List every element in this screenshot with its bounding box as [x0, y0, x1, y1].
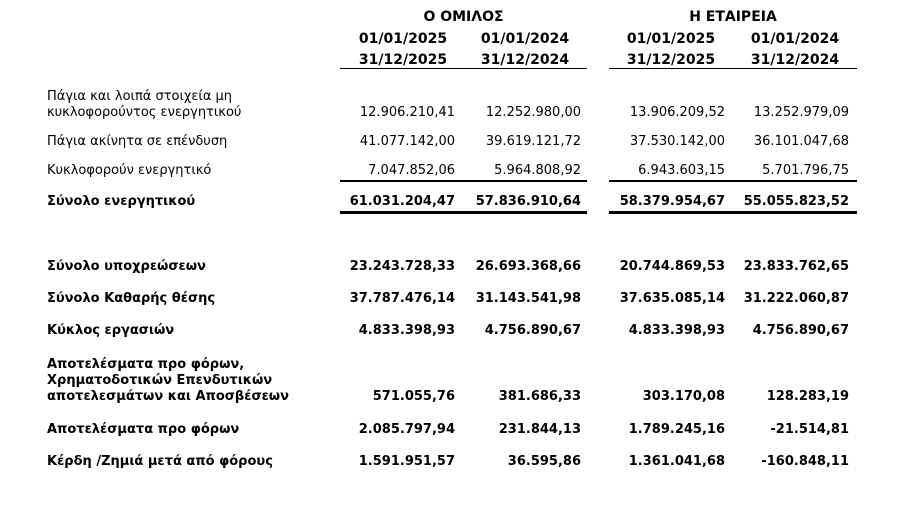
row-label: Σύνολο υποχρεώσεων [47, 259, 206, 274]
row-label-line: κυκλοφορούντος ενεργητικού [47, 105, 242, 120]
table-cell: 39.619.121,72 [485, 134, 581, 149]
row-label [47, 357, 289, 405]
table-cell: 1.789.245,16 [628, 422, 725, 437]
row-label: Κυκλοφορούν ενεργητικό [47, 163, 212, 178]
table-cell: 1.361.041,68 [628, 454, 725, 469]
row-label: Σύνολο Καθαρής θέσης [47, 291, 216, 306]
table-cell: 571.055,76 [372, 389, 455, 404]
table-cell: 1.591.951,57 [358, 454, 455, 469]
table-cell: 381.686,33 [498, 389, 581, 404]
period-start: 01/01/2024 [480, 31, 570, 47]
row-label: Κύκλος εργασιών [47, 323, 175, 338]
table-cell: -21.514,81 [770, 422, 849, 437]
subtotal-line [609, 180, 857, 182]
period-end: 31/12/2024 [750, 52, 840, 68]
table-cell: 37.787.476,14 [349, 291, 455, 306]
table-cell: 4.833.398,93 [358, 323, 455, 338]
table-cell: 58.379.954,67 [619, 194, 725, 209]
table-cell: 6.943.603,15 [638, 163, 725, 178]
table-cell: 4.756.890,67 [752, 323, 849, 338]
table-cell: 2.085.797,94 [358, 422, 455, 437]
table-cell: 41.077.142,00 [359, 134, 455, 149]
table-cell: 303.170,08 [642, 389, 725, 404]
table-cell: 128.283,19 [766, 389, 849, 404]
table-cell: 20.744.869,53 [619, 259, 725, 274]
table-cell: 23.833.762,65 [743, 259, 849, 274]
row-label: Πάγια ακίνητα σε επένδυση [47, 134, 228, 149]
table-cell: 61.031.204,47 [349, 194, 455, 209]
row-label-line: Χρηματοδοτικών Επενδυτικών [47, 373, 273, 388]
table-cell: 37.530.142,00 [629, 134, 725, 149]
total-line [609, 211, 857, 214]
row-label-line: Πάγια και λοιπά στοιχεία μη [47, 89, 233, 104]
table-cell: 26.693.368,66 [475, 259, 581, 274]
row-label-line: Αποτελέσματα προ φόρων, [47, 357, 245, 372]
table-cell: 57.836.910,64 [475, 194, 581, 209]
total-line [340, 211, 587, 214]
table-cell: 5.701.796,75 [762, 163, 849, 178]
period-start: 01/01/2025 [358, 31, 448, 47]
row-label: Αποτελέσματα προ φόρων [47, 422, 240, 437]
subtotal-line [340, 180, 587, 182]
table-cell: 231.844,13 [498, 422, 581, 437]
header-underline [609, 68, 857, 69]
table-cell: 7.047.852,06 [368, 163, 455, 178]
period-end: 31/12/2025 [626, 52, 716, 68]
table-cell: 37.635.085,14 [619, 291, 725, 306]
table-cell: 12.252.980,00 [485, 105, 581, 120]
table-cell: 31.222.060,87 [743, 291, 849, 306]
table-cell: -160.848,11 [761, 454, 849, 469]
table-cell: 5.964.808,92 [494, 163, 581, 178]
table-cell: 36.101.047,68 [753, 134, 849, 149]
group-title-group: Ο ΟΜΙΛΟΣ [423, 9, 504, 25]
row-label-line: αποτελεσμάτων και Αποσβέσεων [47, 389, 289, 404]
row-label: Σύνολο ενεργητικού [47, 194, 196, 209]
row-label: Κέρδη /Ζημιά μετά από φόρους [47, 454, 273, 469]
period-start: 01/01/2025 [626, 31, 716, 47]
group-title-company: Η ΕΤΑΙΡΕΙΑ [689, 9, 777, 25]
table-cell: 13.906.209,52 [629, 105, 725, 120]
table-cell: 4.833.398,93 [628, 323, 725, 338]
table-cell: 12.906.210,41 [359, 105, 455, 120]
row-label [47, 89, 241, 121]
table-cell: 36.595,86 [507, 454, 581, 469]
table-cell: 31.143.541,98 [475, 291, 581, 306]
table-cell: 13.252.979,09 [753, 105, 849, 120]
table-cell: 23.243.728,33 [349, 259, 455, 274]
period-start: 01/01/2024 [750, 31, 840, 47]
period-end: 31/12/2025 [358, 52, 448, 68]
table-cell: 55.055.823,52 [743, 194, 849, 209]
header-underline [340, 68, 587, 69]
table-cell: 4.756.890,67 [484, 323, 581, 338]
period-end: 31/12/2024 [480, 52, 570, 68]
